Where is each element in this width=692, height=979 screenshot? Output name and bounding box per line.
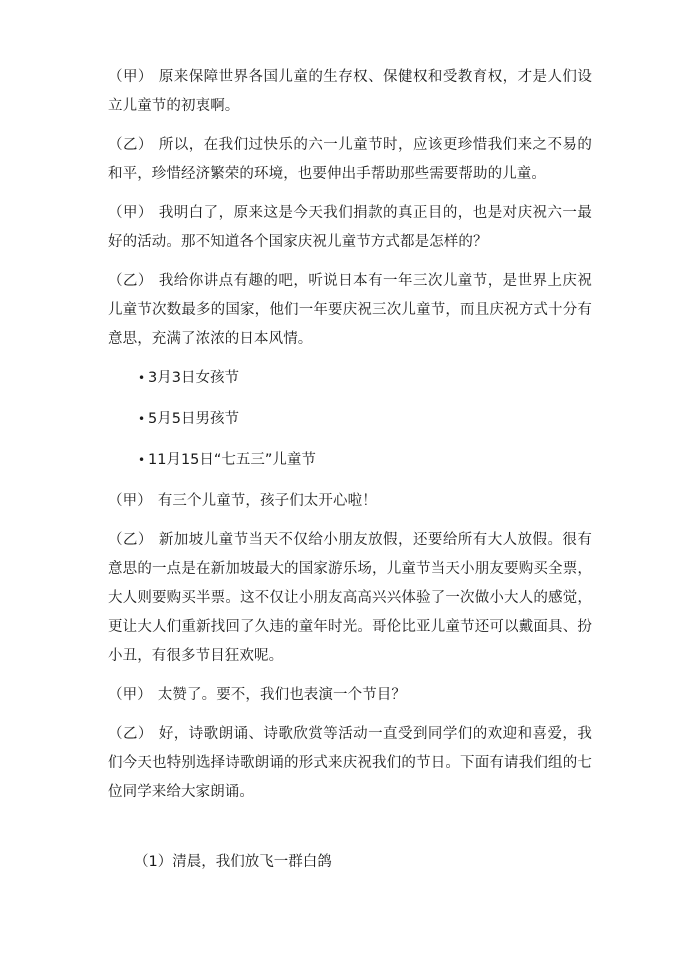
dialogue-paragraph-4 — [108, 267, 592, 354]
speaker-label: （乙） — [108, 273, 153, 289]
speaker-label: （乙） — [108, 137, 153, 153]
list-item: • 3月3日女孩节 — [138, 364, 592, 393]
paragraph-text: 所以，在我们过快乐的六一儿童节时，应该更珍惜我们来之不易的和平，珍惜经济繁荣的环境，也要伸出手帮助那些需要帮助的儿童。 — [108, 137, 592, 182]
speaker-label: （甲） — [108, 687, 152, 703]
dialogue-paragraph-5 — [108, 487, 592, 516]
speaker-label: （乙） — [108, 726, 153, 742]
bullet-icon: • — [138, 371, 146, 385]
bullet-icon: • — [138, 412, 146, 426]
paragraph-text: 好，诗歌朗诵、诗歌欣赏等活动一直受到同学们的欢迎和喜爱，我们今天也特别选择诗歌朗诵的形式来庆祝我们的节日。下面有请我们组的七位同学来给大家朗诵。 — [108, 726, 592, 800]
speaker-label: （甲） — [108, 493, 152, 509]
paragraph-text: 原来保障世界各国儿童的生存权、保健权和受教育权，才是人们设立儿童节的初衷啊。 — [108, 69, 592, 114]
bullet-icon: • — [138, 453, 146, 467]
paragraph-text: 我明白了，原来这是今天我们捐款的真正目的，也是对庆祝六一最好的活动。那不知道各个国家庆祝儿童节方式都是怎样的？ — [108, 205, 592, 250]
dialogue-paragraph-8 — [108, 720, 592, 807]
dialogue-paragraph-3 — [108, 199, 592, 257]
paragraph-text: 太赞了。要不，我们也表演一个节目？ — [157, 687, 407, 703]
list-item: • 5月5日男孩节 — [138, 405, 592, 434]
poem-first-line: （1）清晨，我们放飞一群白鸽 — [134, 854, 332, 870]
list-item: • 11月15日“七五三”儿童节 — [138, 446, 592, 475]
dialogue-paragraph-2 — [108, 131, 592, 189]
paragraph-text: 新加坡儿童节当天不仅给小朋友放假，还要给所有大人放假。很有意思的一点是在新加坡最大的国家游乐场，儿童节当天小朋友要购买全票，大人则要购买半票。这不仅让小朋友高高兴兴体验了一次做小大人的感觉，更让大人们重新找回了久违的童年时光。哥伦比亚儿童节还可以戴面具、扮小丑，有很多节目狂欢呢。 — [108, 532, 592, 664]
dialogue-paragraph-1 — [108, 63, 592, 121]
dialogue-paragraph-6 — [108, 526, 592, 671]
dialogue-paragraph-7 — [108, 681, 592, 710]
paragraph-text: 我给你讲点有趣的吧，听说日本有一年三次儿童节，是世界上庆祝儿童节次数最多的国家，他们一年要庆祝三次儿童节，而且庆祝方式十分有意思，充满了浓浓的日本风情。 — [108, 273, 592, 347]
speaker-label: （乙） — [108, 532, 153, 548]
speaker-label: （甲） — [108, 205, 153, 221]
japan-childrens-days-list — [108, 364, 592, 475]
speaker-label: （甲） — [108, 69, 153, 85]
paragraph-text: 有三个儿童节，孩子们太开心啦！ — [157, 493, 377, 509]
